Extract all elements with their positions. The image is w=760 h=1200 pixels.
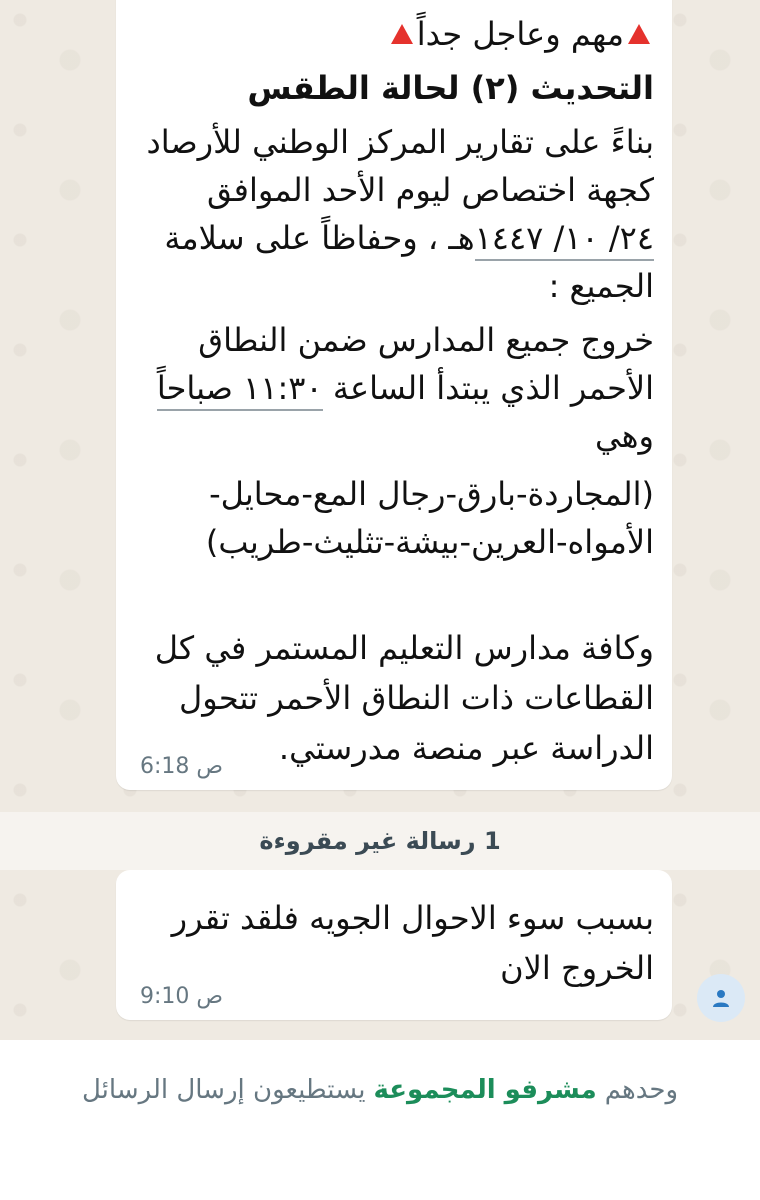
warning-triangle-icon <box>628 24 650 44</box>
date-link[interactable]: ٢٤/ ١٠/ ١٤٤٧ <box>475 219 654 261</box>
group-admins-link[interactable]: مشرفو المجموعة <box>373 1075 597 1105</box>
message-text: الأحمر الذي يبتدأ الساعة <box>332 369 654 407</box>
message-line <box>157 364 654 412</box>
message-title: التحديث (٢) لحالة الطقس <box>247 69 654 107</box>
message-line <box>164 214 654 262</box>
message-line: الجميع : <box>548 267 654 305</box>
message-line: (المجاردة-بارق-رجال المع-محايل- <box>209 475 654 513</box>
message-line: بسبب سوء الاحوال الجويه فلقد تقرر <box>171 899 654 937</box>
message-line: القطاعات ذات النطاق الأحمر تتحول <box>179 679 654 717</box>
admins-only-notice: وحدهم مشرفو المجموعة يستطيعون إرسال الرسائل <box>81 1075 679 1105</box>
message-line: كجهة اختصاص ليوم الأحد الموافق <box>206 171 654 209</box>
message-line: الدراسة عبر منصة مدرستي. <box>278 729 654 767</box>
message-header: مهم وعاجل جداً <box>387 10 654 58</box>
message-line: وهي <box>595 417 654 455</box>
message-line: خروج جميع المدارس ضمن النطاق <box>198 321 654 359</box>
warning-triangle-icon <box>391 24 413 44</box>
message-time: 6:18 ص <box>140 754 224 779</box>
message-time: 9:10 ص <box>140 984 224 1009</box>
person-icon <box>710 987 732 1009</box>
time-link[interactable]: ١١:٣٠ صباحاً <box>157 369 323 411</box>
message-line: الخروج الان <box>500 949 654 987</box>
unread-messages-banner: 1 رسالة غير مقروءة <box>0 812 760 870</box>
message-bubble[interactable] <box>116 0 672 790</box>
sender-avatar[interactable] <box>697 974 745 1022</box>
message-text: هـ ، وحفاظاً على سلامة <box>164 219 475 257</box>
message-bubble[interactable] <box>116 870 672 1020</box>
message-line: وكافة مدارس التعليم المستمر في كل <box>154 629 654 667</box>
message-line: بناءً على تقارير المركز الوطني للأرصاد <box>146 123 654 161</box>
message-line: الأمواه-العرين-بيشة-تثليث-طريب) <box>205 523 654 561</box>
